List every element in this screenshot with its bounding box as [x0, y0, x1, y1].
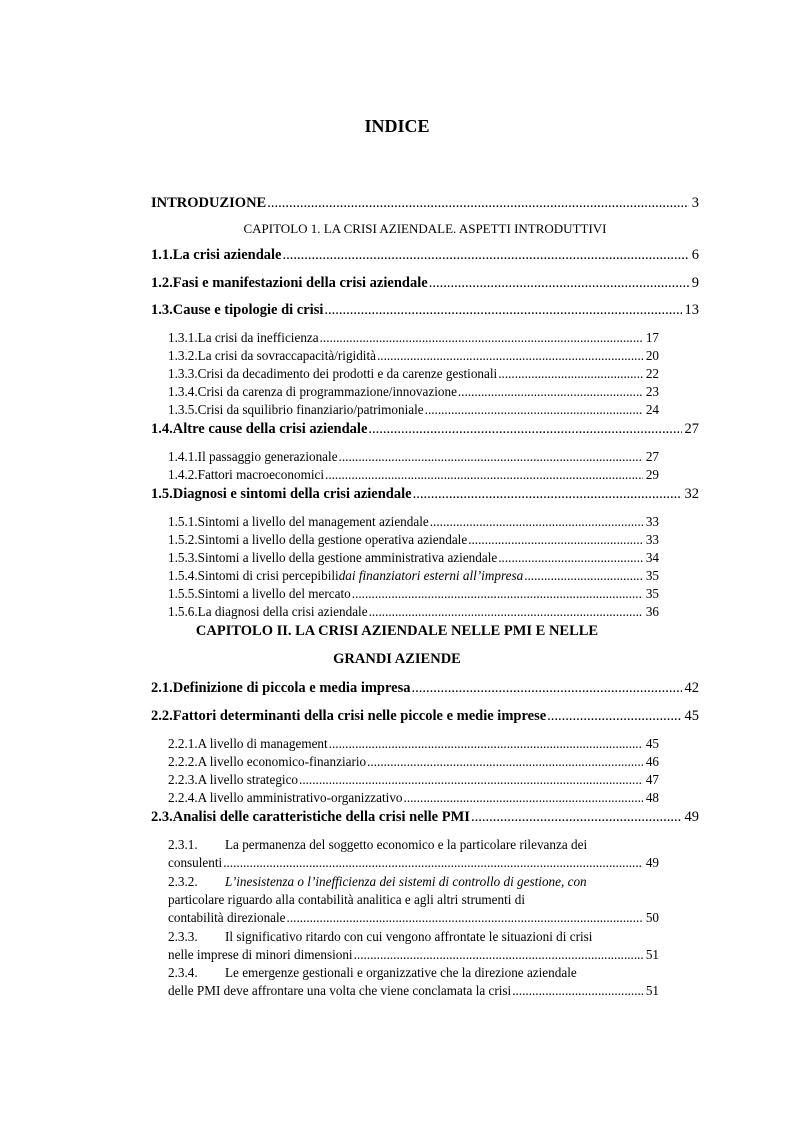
toc-entry-page: 27 [684, 421, 699, 437]
toc-entry-page: 17 [645, 330, 659, 345]
toc-entry-label-line-1: Il significativo ritardo con cui vengono affrontate le situazioni di crisi [225, 929, 593, 944]
toc-entry-number: 1.3.5. [168, 402, 198, 417]
leader-dots [369, 604, 643, 620]
leader-dots [512, 982, 643, 1000]
toc-entry-label: La diagnosi della crisi aziendale [197, 604, 368, 619]
toc-entry-intro[interactable] [151, 195, 699, 212]
toc-entry-number: 2.3.1. [168, 837, 198, 852]
toc-entry-page: 29 [645, 467, 659, 482]
toc-entry-page: 20 [645, 348, 659, 363]
toc-entry-1-5-4[interactable] [168, 568, 659, 584]
toc-entry-1-1[interactable] [151, 247, 699, 264]
chapter-2-heading-line-1: CAPITOLO II. LA CRISI AZIENDALE NELLE PMI E NELLE [195, 623, 599, 639]
leader-dots [320, 330, 643, 346]
toc-entry-1-4-1[interactable] [168, 449, 659, 465]
toc-entry-label: A livello amministrativo-organizzativo [197, 790, 403, 805]
toc-entry-label: La crisi aziendale [172, 247, 282, 263]
toc-entry-label: Definizione di piccola e media impresa [172, 680, 411, 696]
leader-dots [354, 946, 643, 964]
toc-entry-label: Fattori macroeconomici [197, 467, 325, 482]
leader-dots [324, 302, 681, 319]
leader-dots [412, 680, 682, 697]
toc-entry-number: 2.3.3. [168, 929, 198, 944]
toc-entry-2-2-4[interactable] [168, 790, 659, 806]
toc-entry-2-1[interactable] [151, 680, 699, 697]
toc-entry-page: 42 [684, 680, 699, 696]
leader-dots [377, 348, 643, 364]
toc-entry-label: Il passaggio generazionale [197, 449, 338, 464]
leader-dots [299, 772, 643, 788]
toc-entry-page: 3 [691, 195, 699, 211]
toc-entry-number: 1.3.4. [168, 384, 198, 399]
toc-entry-label: Sintomi a livello del mercato [197, 586, 351, 601]
leader-dots [429, 275, 689, 292]
toc-entry-number: 1.5.5. [168, 586, 198, 601]
toc-entry-label-line-1: Le emergenze gestionali e organizzative che la direzione aziendale [225, 965, 577, 980]
toc-entry-page: 35 [645, 568, 659, 583]
toc-entry-number: 1.5.4. [168, 568, 198, 583]
toc-entry-label: A livello strategico [197, 772, 299, 787]
toc-entry-page: 24 [645, 402, 659, 417]
toc-entry-page: 50 [645, 910, 659, 925]
toc-entry-page: 46 [645, 754, 659, 769]
toc-entry-page: 48 [645, 790, 659, 805]
page-title: INDICE [364, 116, 430, 136]
leader-dots [352, 586, 643, 602]
toc-entry-2-3-2[interactable] [168, 873, 673, 927]
chapter-1-heading: CAPITOLO 1. LA CRISI AZIENDALE. ASPETTI INTRODUTTIVI [243, 221, 607, 236]
toc-entry-label-line-2: consulenti [168, 855, 223, 870]
toc-entry-page: 51 [645, 947, 659, 962]
toc-entry-label: Sintomi a livello della gestione amministrativa aziendale [197, 550, 498, 565]
leader-dots [339, 449, 643, 465]
toc-entry-2-2[interactable] [151, 708, 699, 725]
toc-entry-number: 1.2. [151, 275, 173, 291]
leader-dots [329, 736, 643, 752]
toc-entry-page: 49 [684, 809, 699, 825]
toc-entry-number: 2.2.4. [168, 790, 198, 805]
toc-entry-1-5[interactable] [151, 486, 699, 503]
toc-entry-number: 1.5. [151, 486, 173, 502]
chapter-2-heading-line-2: GRANDI AZIENDE [333, 651, 461, 667]
toc-entry-2-3-4[interactable] [168, 964, 673, 1000]
toc-entry-page: 34 [645, 550, 659, 565]
toc-entry-label-italic: dai finanziatori esterni all’impresa [338, 568, 524, 583]
leader-dots [325, 467, 643, 483]
toc-entry-1-3-2[interactable] [168, 348, 659, 364]
toc-entry-2-2-1[interactable] [168, 736, 659, 752]
toc-entry-page: 6 [691, 247, 699, 263]
toc-entry-page: 32 [684, 486, 699, 502]
leader-dots [413, 486, 682, 503]
toc-entry-1-3[interactable] [151, 302, 699, 319]
toc-entry-label: Sintomi di crisi percepibili [197, 568, 339, 583]
toc-entry-label: Analisi delle caratteristiche della crisi nelle PMI [172, 809, 470, 825]
toc-entry-number: 1.3.3. [168, 366, 198, 381]
toc-entry-1-4-2[interactable] [168, 467, 659, 483]
toc-entry-label: Altre cause della crisi aziendale [172, 421, 368, 437]
toc-entry-number: 1.3. [151, 302, 173, 318]
toc-entry-page: 13 [684, 302, 699, 318]
toc-entry-label: INTRODUZIONE [151, 195, 267, 211]
toc-entry-label: Fattori determinanti della crisi nelle piccole e medie imprese [172, 708, 547, 724]
toc-entry-page: 45 [684, 708, 699, 724]
toc-entry-label: Cause e tipologie di crisi [172, 302, 324, 318]
toc-entry-1-3-1[interactable] [168, 330, 659, 346]
toc-entry-2-3-3[interactable] [168, 928, 673, 964]
leader-dots [267, 195, 689, 212]
toc-entry-number: 2.1. [151, 680, 173, 696]
toc-entry-label: A livello economico-finanziario [197, 754, 367, 769]
toc-entry-label-line-3: contabilità direzionale [168, 910, 286, 925]
toc-entry-1-2[interactable] [151, 275, 699, 292]
toc-entry-label: Diagnosi e sintomi della crisi aziendale [172, 486, 412, 502]
leader-dots [547, 708, 681, 725]
leader-dots [404, 790, 643, 806]
toc-entry-label-line-2: particolare riguardo alla contabilità analitica e agli altri strumenti di [168, 892, 526, 907]
toc-entry-1-5-5[interactable] [168, 586, 659, 602]
toc-entry-number: 2.3. [151, 809, 173, 825]
toc-entry-1-3-3[interactable] [168, 366, 659, 382]
leader-dots [430, 514, 643, 530]
toc-entry-1-5-1[interactable] [168, 514, 659, 530]
toc-entry-label: La crisi da inefficienza [197, 330, 319, 345]
toc-entry-page: 9 [691, 275, 699, 291]
leader-dots [287, 909, 643, 927]
toc-entry-2-2-2[interactable] [168, 754, 659, 770]
toc-entry-page: 22 [645, 366, 659, 381]
toc-entry-number: 1.4. [151, 421, 173, 437]
toc-entry-page: 47 [645, 772, 659, 787]
toc-entry-number: 2.3.2. [168, 874, 198, 889]
toc-entry-page: 33 [645, 532, 659, 547]
toc-entry-number: 2.2.2. [168, 754, 198, 769]
toc-entry-page: 45 [645, 736, 659, 751]
toc-entry-number: 1.5.2. [168, 532, 198, 547]
toc-entry-label: Sintomi a livello della gestione operativa aziendale [197, 532, 468, 547]
toc-entry-number: 1.5.6. [168, 604, 198, 619]
toc-entry-number: 2.3.4. [168, 965, 198, 980]
toc-entry-label: Fasi e manifestazioni della crisi aziendale [172, 275, 428, 291]
leader-dots [498, 550, 643, 566]
leader-dots [468, 532, 643, 548]
leader-dots [223, 854, 643, 872]
toc-entry-number: 2.2. [151, 708, 173, 724]
toc-entry-label: La crisi da sovraccapacità/rigidità [197, 348, 376, 363]
toc-entry-label: Crisi da carenza di programmazione/innovazione [197, 384, 457, 399]
toc-entry-page: 36 [645, 604, 659, 619]
toc-entry-1-3-4[interactable] [168, 384, 659, 400]
toc-entry-label-line-1: La permanenza del soggetto economico e la particolare rilevanza dei [225, 837, 588, 852]
toc-entry-label: Crisi da squilibrio finanziario/patrimoniale [197, 402, 424, 417]
leader-dots [283, 247, 689, 264]
toc-entry-label-line-2: nelle imprese di minori dimensioni [168, 947, 353, 962]
toc-entry-number: 1.4.2. [168, 467, 198, 482]
leader-dots [368, 421, 681, 438]
leader-dots [524, 568, 643, 584]
toc-entry-number: 1.3.2. [168, 348, 198, 363]
toc-entry-number: 1.3.1. [168, 330, 198, 345]
toc-entry-label: Sintomi a livello del management aziendale [197, 514, 429, 529]
toc-entry-page: 23 [645, 384, 659, 399]
toc-entry-1-5-2[interactable] [168, 532, 659, 548]
leader-dots [498, 366, 643, 382]
toc-entry-page: 51 [645, 983, 659, 998]
toc-entry-number: 2.2.3. [168, 772, 198, 787]
toc-entry-2-2-3[interactable] [168, 772, 659, 788]
toc-entry-page: 35 [645, 586, 659, 601]
toc-entry-2-3-1[interactable] [168, 836, 673, 872]
toc-entry-number: 1.1. [151, 247, 173, 263]
toc-entry-1-4[interactable] [151, 421, 699, 438]
toc-entry-2-3[interactable] [151, 809, 699, 826]
toc-entry-page: 33 [645, 514, 659, 529]
toc-entry-label-line-1: L’inesistenza o l’inefficienza dei sistemi di controllo di gestione, con [225, 874, 587, 889]
leader-dots [367, 754, 643, 770]
leader-dots [471, 809, 682, 826]
toc-entry-number: 2.2.1. [168, 736, 198, 751]
toc-entry-label-line-2: delle PMI deve affrontare una volta che viene conclamata la crisi [168, 983, 512, 998]
toc-entry-page: 27 [645, 449, 659, 464]
leader-dots [425, 402, 643, 418]
toc-entry-page: 49 [645, 855, 659, 870]
toc-entry-number: 1.4.1. [168, 449, 198, 464]
toc-entry-1-5-6[interactable] [168, 604, 659, 620]
toc-entry-1-5-3[interactable] [168, 550, 659, 566]
toc-entry-number: 1.5.1. [168, 514, 198, 529]
leader-dots [458, 384, 643, 400]
toc-entry-label: Crisi da decadimento dei prodotti e da carenze gestionali [197, 366, 498, 381]
toc-entry-number: 1.5.3. [168, 550, 198, 565]
toc-entry-1-3-5[interactable] [168, 402, 659, 418]
toc-entry-label: A livello di management [197, 736, 328, 751]
